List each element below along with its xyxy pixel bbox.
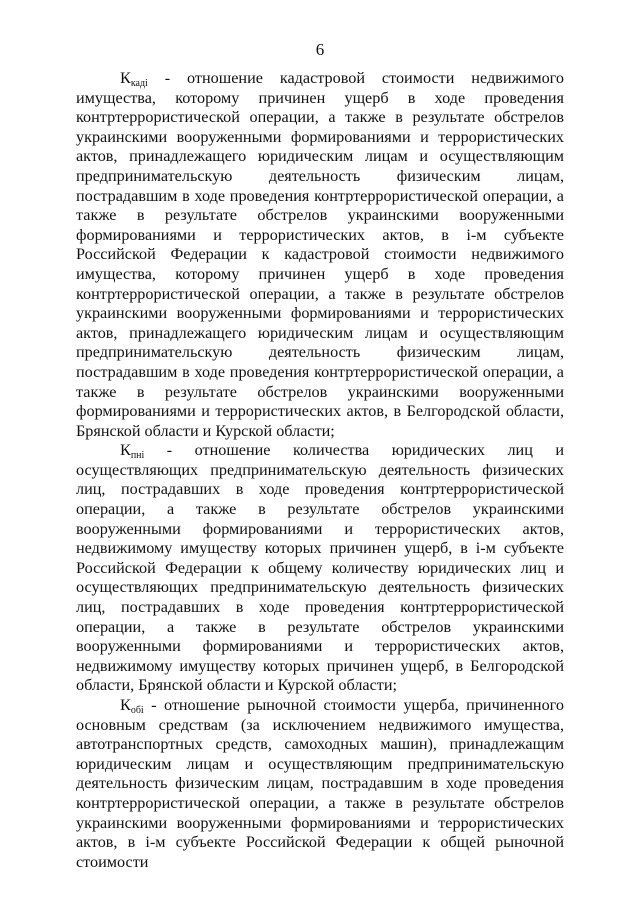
coefficient-subscript: кадi xyxy=(130,78,148,89)
document-body xyxy=(76,69,564,872)
coefficient-symbol: К xyxy=(120,69,131,87)
coefficient-symbol: К xyxy=(120,441,131,460)
paragraph-k-ob xyxy=(76,696,564,872)
coefficient-subscript: обi xyxy=(130,705,144,716)
paragraph-k-pn xyxy=(76,441,564,696)
coefficient-symbol: К xyxy=(120,696,131,714)
page-number: 6 xyxy=(315,40,325,59)
paragraph-text: - отношение кадастровой стоимости недвижимого имущества, которому причинен ущерб в ходе проведения контртеррористической операции, а также в результате обстрелов украинскими вооруженными формированиями и террористических актов, принадлежащего юридическим лицам и осуществляющим предпринимательскую деятельность физическим лицам, пострадавшим в ходе проведения контртеррористической операции, а также в результате обстрелов украинскими вооруженными формированиями и террористических актов, в i-м субъекте Российской Федерации к кадастровой стоимости недвижимого имущества, которому причинен ущерб в ходе проведения контртеррористической операции, а также в результате обстрелов украинскими вооруженными формированиями и террористических актов, принадлежащего юридическим лицам и осуществляющим предпринимательскую деятельность физическим лицам, пострадавшим в ходе проведения контртеррористической операции, а также в результате обстрелов украинскими вооруженными формированиями и террористических актов, в Белгородской области, Брянской области и Курской области; xyxy=(76,69,564,440)
paragraph-text: - отношение рыночной стоимости ущерба, причиненного основным средствам (за исключением недвижимого имущества, автотранспортных средств, самоходных машин), принадлежащим юридическим лицам и осуществляющим предпринимательскую деятельность физическим лицам, пострадавшим в ходе проведения контртеррористической операции, а также в результате обстрелов украинскими вооруженными формированиями и террористических актов, в i-м субъекте Российской Федерации к общей рыночной стоимости xyxy=(76,696,564,871)
coefficient-subscript: пнi xyxy=(130,450,145,462)
paragraph-k-kad xyxy=(76,69,564,441)
paragraph-text: - отношение количества юридических лиц и осуществляющих предпринимательскую деятельность физических лиц, пострадавших в ходе проведения контртеррористической операции, а также в результате обстрелов украинскими вооруженными формированиями и террористических актов, недвижимому имуществу которых причинен ущерб, в i-м субъекте Российской Федерации к общему количеству юридических лиц и осуществляющих предпринимательскую деятельность физических лиц, пострадавших в ходе проведения контртеррористической операции, а также в результате обстрелов украинскими вооруженными формированиями и террористических актов, недвижимому имуществу которых причинен ущерб, в Белгородской области, Брянской области и Курской области; xyxy=(76,441,564,695)
